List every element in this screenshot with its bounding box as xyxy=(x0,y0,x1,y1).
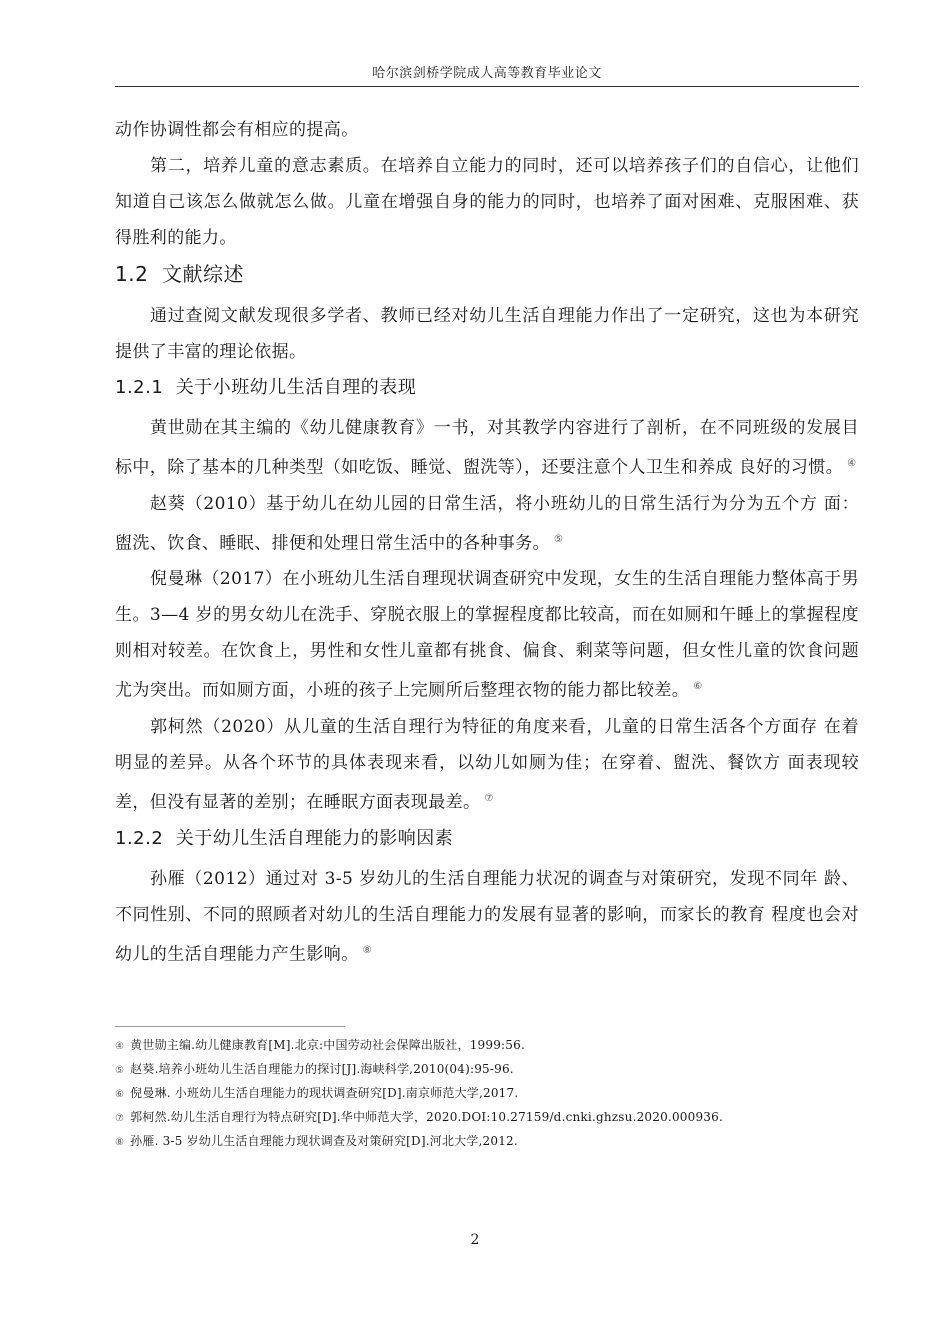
section-title: 关于幼儿生活自理能力的影响因素 xyxy=(175,827,454,849)
paragraph-willpower: 第二，培养儿童的意志素质。在培养自立能力的同时，还可以培养孩子们的自信心，让他们知道自己该怎么做就怎么做。儿童在增强自身的能力的同时，也培养了面对困难、克服困难、获得胜利的能力。 xyxy=(115,156,859,248)
footnote-mark: ⑥ xyxy=(115,1089,125,1100)
footnote-item xyxy=(115,1106,859,1130)
footnote-text: 黄世勋主编.幼儿健康教育[M].北京:中国劳动社会保障出版社，1999:56. xyxy=(130,1038,525,1052)
footnote-mark: ⑦ xyxy=(115,1113,125,1124)
footnote-mark: ⑧ xyxy=(115,1137,125,1148)
footnotes xyxy=(115,1034,859,1154)
footnote-ref: ⑦ xyxy=(484,792,494,804)
footnote-ref: ⑧ xyxy=(362,944,372,956)
footnote-item xyxy=(115,1082,859,1106)
footnote-mark: ④ xyxy=(115,1041,125,1052)
section-title: 文献综述 xyxy=(162,262,245,286)
section-number: 1.2 xyxy=(115,262,149,286)
footnote-mark: ⑤ xyxy=(115,1065,125,1076)
footnote-ref: ⑥ xyxy=(693,681,703,693)
paragraph-continuation: 动作协调性都会有相应的提高。 xyxy=(115,120,359,140)
section-heading-1-2 xyxy=(115,256,859,292)
footnote-ref: ⑤ xyxy=(554,533,564,545)
paragraph-text: 郭柯然（2020）从儿童的生活自理行为特征的角度来看，儿童的日常生活各个方面存 在着明显的差异。从各个环节的具体表现来看，以幼儿如厕为佳；在穿着、盥洗、餐饮方 面表现较差，但没有显著的差别；在睡眠方面表现最差。 xyxy=(115,716,859,813)
paragraph-text: 黄世勋在其主编的《幼儿健康教育》一书，对其教学内容进行了剖析，在不同班级的发展目标中，除了基本的几种类型（如吃饭、睡觉、盥洗等），还要注意个人卫生和养成 良好的习惯。 xyxy=(115,418,859,478)
paragraph-huang xyxy=(115,410,859,486)
footnote-ref: ④ xyxy=(847,458,857,469)
section-number: 1.2.2 xyxy=(115,827,164,849)
header-divider xyxy=(115,86,859,87)
paragraph-text: 倪曼琳（2017）在小班幼儿生活自理现状调查研究中发现，女生的生活自理能力整体高于男生。3—4 岁的男女幼儿在洗手、穿脱衣服上的掌握程度都比较高，而在如厕和午睡上的掌握程度则相对较差。在饮食上，男性和女性儿童都有挑食、偏食、剩菜等问题，但女性儿童的饮食问题尤为突出。而如厕方面，小班的孩子上完厕所后整理衣物的能力都比较差。 xyxy=(115,569,859,701)
footnote-text: 郭柯然.幼儿生活自理行为特点研究[D].华中师范大学，2020.DOI:10.27159/d.cnki.ghzsu.2020.000936. xyxy=(130,1110,723,1124)
paragraph-ni xyxy=(115,561,859,709)
paragraph-guo xyxy=(115,709,859,821)
body-content xyxy=(115,112,859,972)
paragraph-sun xyxy=(115,861,859,973)
footnote-text: 赵葵.培养小班幼儿生活自理能力的探讨[J].海峡科学,2010(04):95-96. xyxy=(130,1062,514,1076)
footnote-divider xyxy=(115,1026,345,1027)
paragraph-zhao xyxy=(115,486,859,562)
footnote-item xyxy=(115,1034,859,1058)
footnote-text: 孙雁. 3-5 岁幼儿生活自理能力现状调查及对策研究[D].河北大学,2012. xyxy=(130,1134,518,1148)
section-title: 关于小班幼儿生活自理的表现 xyxy=(175,377,417,398)
page-number: 2 xyxy=(470,1232,480,1248)
footnote-item xyxy=(115,1058,859,1082)
footnote-text: 倪曼琳. 小班幼儿生活自理能力的现状调查研究[D].南京师范大学,2017. xyxy=(130,1086,519,1100)
paragraph-text: 孙雁（2012）通过对 3-5 岁幼儿的生活自理能力状况的调查与对策研究，发现不同年 龄、不同性别、不同的照顾者对幼儿的生活自理能力的发展有显著的影响，而家长的教育 程度也会对幼儿的生活自理能力产生影响。 xyxy=(115,868,859,965)
section-heading-1-2-1 xyxy=(115,370,859,406)
paragraph-text: 赵葵（2010）基于幼儿在幼儿园的日常生活，将小班幼儿的日常生活行为分为五个方 面：盥洗、饮食、睡眠、排便和处理日常生活中的各种事务。 xyxy=(115,493,859,554)
paragraph-intro: 通过查阅文献发现很多学者、教师已经对幼儿生活自理能力作出了一定研究，这也为本研究提供了丰富的理论依据。 xyxy=(115,306,859,362)
footnote-item xyxy=(115,1130,859,1154)
section-heading-1-2-2 xyxy=(115,821,859,857)
page-header: 哈尔滨剑桥学院成人高等教育毕业论文 xyxy=(372,66,602,81)
section-number: 1.2.1 xyxy=(115,377,164,398)
